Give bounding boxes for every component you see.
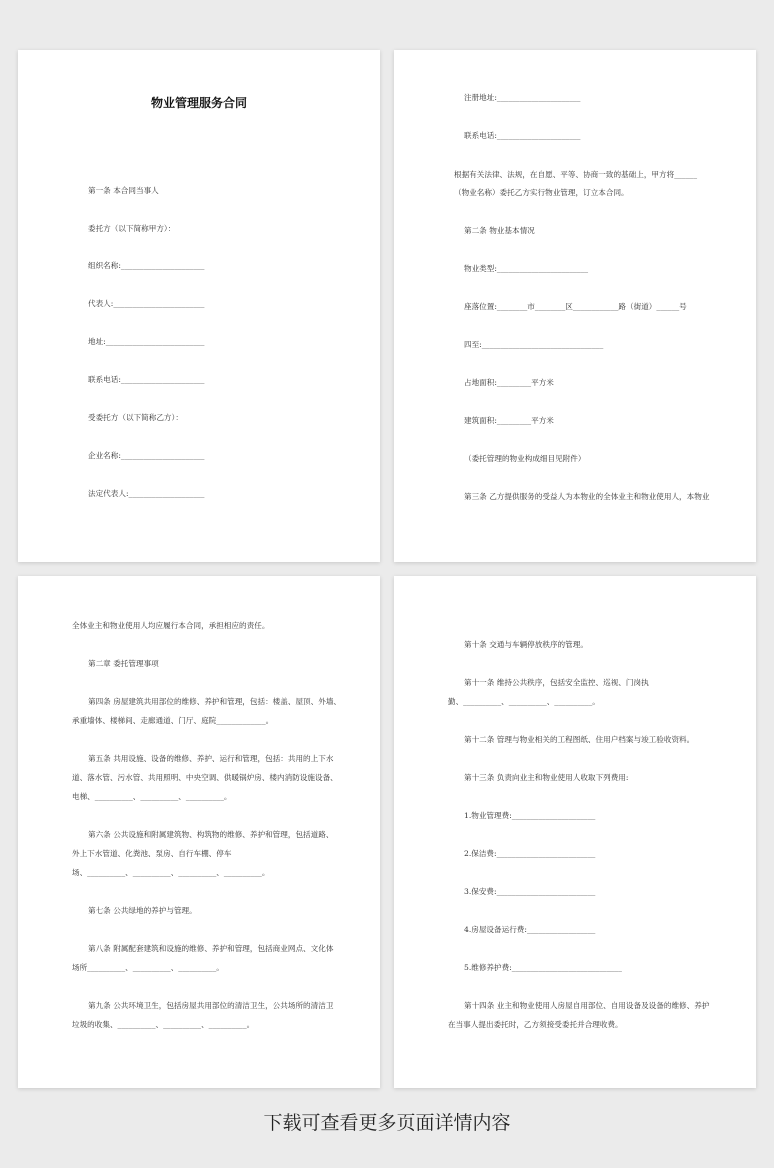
contract-line: 代表人:________________________ (88, 299, 205, 308)
contract-line: 第六条 公共设施和附属建筑物、构筑物的维修、养护和管理，包括道路、 (88, 830, 334, 839)
contract-line: 第九条 公共环境卫生，包括房屋共用部位的清洁卫生，公共场所的清洁卫 (88, 1001, 334, 1010)
contract-line: 委托方（以下简称甲方）： (88, 224, 176, 233)
contract-line: 第十三条 负责向业主和物业使用人收取下列费用: (464, 773, 629, 782)
contract-line: 电梯、__________、__________、__________。 (72, 792, 232, 801)
contract-line: 4.房屋设备运行费:__________________ (464, 925, 596, 934)
contract-line: 道、落水管、污水管、共用照明、中央空调、供暖锅炉房、楼内消防设施设备、 (72, 773, 338, 782)
contract-line: 注册地址:______________________ (464, 93, 581, 102)
contract-line: 根据有关法律、法规，在自愿、平等、协商一致的基础上，甲方将______ (454, 170, 697, 179)
contract-line: 2.保洁费:__________________________ (464, 849, 596, 858)
contract-line: 座落位置:________市________区____________路（街道）______号 (464, 302, 687, 311)
contract-line: 组织名称:______________________ (88, 261, 205, 270)
contract-title: 物业管理服务合同 (150, 96, 247, 110)
contract-line: 第七条 公共绿地的养护与管理。 (88, 906, 197, 915)
contract-line: 第三条 乙方提供服务的受益人为本物业的全体业主和物业使用人，本物业 (464, 492, 710, 501)
contract-line: 3.保安费:__________________________ (464, 887, 596, 896)
contract-line: 全体业主和物业使用人均应履行本合同，承担相应的责任。 (72, 621, 270, 630)
contract-page-2 (394, 50, 756, 562)
contract-line: 场、__________、__________、__________、__________。 (72, 868, 270, 877)
contract-line: 占地面积:_________平方米 (464, 378, 554, 387)
contract-line: 第五条 共用设施、设备的维修、养护、运行和管理，包括：共用的上下水 (88, 754, 334, 763)
contract-line: 建筑面积:_________平方米 (464, 416, 554, 425)
contract-line: 第四条 房屋建筑共用部位的维修、养护和管理，包括：楼盖、屋顶、外墙、 (88, 697, 342, 706)
contract-line: 物业类型:________________________ (464, 264, 589, 273)
contract-line: 第十四条 业主和物业使用人房屋自用部位、自用设备及设备的维修、养护 (464, 1001, 710, 1010)
contract-line: 承重墙体、楼梯间、走廊通道、门厅、庭院_____________。 (72, 716, 274, 725)
contract-line: 垃圾的收集、__________、__________、__________。 (72, 1020, 255, 1029)
contract-line: （委托管理的物业构成细目见附件） (464, 454, 586, 463)
contract-line: 受委托方（以下简称乙方）： (88, 413, 183, 422)
contract-line: 场所__________、__________、__________。 (72, 963, 224, 972)
contract-line: 第八条 附属配套建筑和设施的维修、养护和管理，包括商业网点、文化体 (88, 944, 334, 953)
contract-line: 第十一条 维持公共秩序，包括安全监控、巡视、门岗执 (464, 678, 649, 687)
contract-line: 第二条 物业基本情况 (464, 226, 535, 235)
contract-line: （物业名称）委托乙方实行物业管理，订立本合同。 (454, 188, 629, 197)
contract-line: 第十条 交通与车辆停放秩序的管理。 (464, 640, 588, 649)
contract-page-1 (18, 50, 380, 562)
contract-line: 第二章 委托管理事项 (88, 659, 159, 668)
contract-line: 第十二条 管理与物业相关的工程图纸、住用户档案与竣工验收资料。 (464, 735, 695, 744)
contract-line: 法定代表人:____________________ (88, 489, 205, 498)
contract-line: 1.物业管理费:______________________ (464, 811, 596, 820)
contract-line: 企业名称:______________________ (88, 451, 205, 460)
contract-line: 外上下水管道、化粪池、泵房、自行车棚、停车 (72, 849, 232, 858)
contract-page-3 (18, 576, 380, 1088)
contract-line: 5.维修养护费:_____________________________ (464, 963, 622, 972)
contract-line: 勤、__________、__________、__________。 (448, 697, 600, 706)
download-more-notice[interactable]: 下载可查看更多页面详情内容 (263, 1112, 511, 1134)
contract-line: 联系电话:______________________ (464, 131, 581, 140)
contract-line: 地址:__________________________ (88, 337, 205, 346)
contract-line: 第一条 本合同当事人 (88, 186, 159, 195)
contract-line: 在当事人提出委托时，乙方须接受委托并合理收费。 (448, 1020, 623, 1029)
contract-page-4 (394, 576, 756, 1088)
contract-line: 四至:________________________________ (464, 340, 604, 349)
contract-line: 联系电话:______________________ (88, 375, 205, 384)
